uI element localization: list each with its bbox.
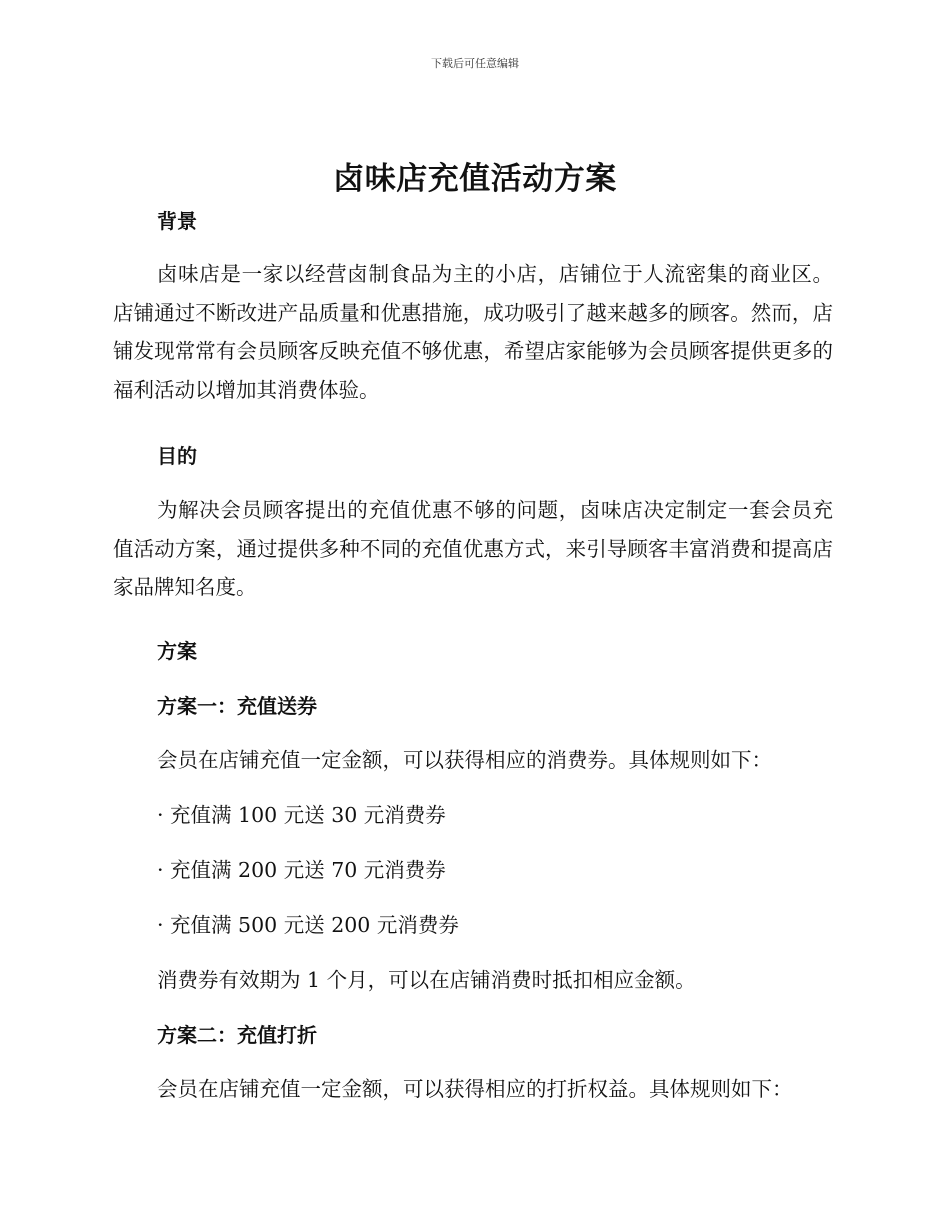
section-heading-purpose: 目的 xyxy=(157,444,197,468)
paragraph-purpose: 为解决会员顾客提出的充值优惠不够的问题，卤味店决定制定一套会员充值活动方案，通过提供多种不同的充值优惠方式，来引导顾客丰富消费和提高店家品牌知名度。 xyxy=(113,498,833,600)
subsection-heading-plan2: 方案二：充值打折 xyxy=(157,1023,317,1047)
page-header: 下载后可任意编辑 xyxy=(431,57,519,70)
subsection-heading-plan1: 方案一：充值送券 xyxy=(157,694,317,718)
plan2-intro: 会员在店铺充值一定金额，可以获得相应的打折权益。具体规则如下： xyxy=(157,1077,793,1101)
plan1-note: 消费券有效期为 1 个月，可以在店铺消费时抵扣相应金额。 xyxy=(157,968,696,992)
plan1-intro: 会员在店铺充值一定金额，可以获得相应的消费券。具体规则如下： xyxy=(157,748,772,772)
section-heading-plan: 方案 xyxy=(157,639,197,663)
plan1-rule-1: · 充值满 100 元送 30 元消费券 xyxy=(157,803,446,827)
paragraph-background: 卤味店是一家以经营卤制食品为主的小店，店铺位于人流密集的商业区。店铺通过不断改进产品质量和优惠措施，成功吸引了越来越多的顾客。然而，店铺发现常常有会员顾客反映充值不够优惠，希望店家能够为会员顾客提供更多的福利活动以增加其消费体验。 xyxy=(113,262,833,403)
plan1-rule-3: · 充值满 500 元送 200 元消费券 xyxy=(157,913,459,937)
plan1-rule-2: · 充值满 200 元送 70 元消费券 xyxy=(157,858,446,882)
section-heading-background: 背景 xyxy=(157,209,197,233)
document-title: 卤味店充值活动方案 xyxy=(333,161,617,197)
